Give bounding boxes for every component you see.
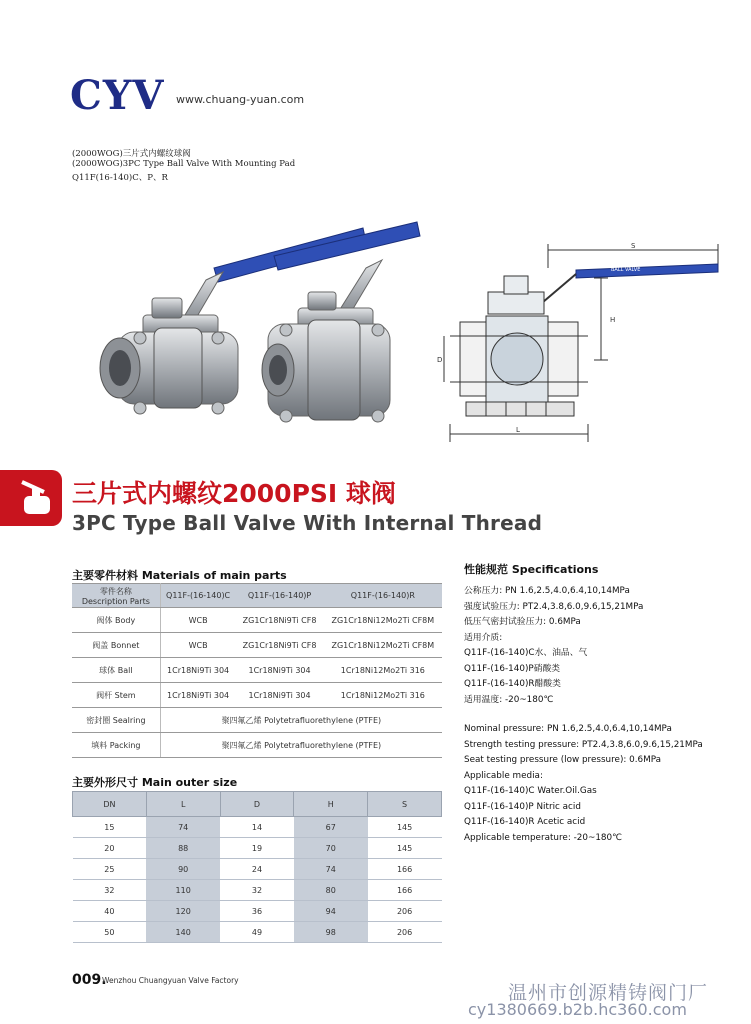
subtitle-line-3: Q11F(16-140)C、P、R — [72, 173, 168, 183]
table-row: 球体 Ball 1Cr18Ni9Ti 304 1Cr18Ni9Ti 304 1Cr18Ni12Mo2Ti 316 — [72, 658, 442, 683]
page-number: 009. — [72, 972, 107, 988]
materials-heading: 主要零件材料 Materials of main parts — [72, 569, 287, 582]
table-header-cell: 零件名称 Description Parts — [72, 584, 160, 608]
table-row: 25 90 24 74 166 — [73, 859, 442, 880]
table-header-row — [72, 584, 442, 608]
page-title-cn: 三片式内螺纹2000PSI 球阀 — [72, 479, 396, 508]
table-row: 阀杆 Stem 1Cr18Ni9Ti 304 1Cr18Ni9Ti 304 1Cr18Ni12Mo2Ti 316 — [72, 683, 442, 708]
company-logo: CYV — [70, 72, 165, 119]
table-row: 密封圈 Sealring 聚四氟乙烯 Polytetrafluorethylene (PTFE) — [72, 708, 442, 733]
table-row: 32 110 32 80 166 — [73, 880, 442, 901]
factory-name: Wenzhou Chuangyuan Valve Factory — [102, 976, 239, 985]
table-header-cell: Q11F-(16-140)P — [235, 584, 323, 608]
materials-table — [72, 583, 442, 758]
specs-heading: 性能规范 Specifications — [464, 563, 599, 576]
website-url[interactable]: www.chuang-yuan.com — [176, 93, 305, 106]
page-title-en: 3PC Type Ball Valve With Internal Thread — [72, 511, 543, 535]
handle-text: BALL VALVE — [611, 267, 641, 273]
dim-label-s: S — [631, 242, 636, 250]
specs-cn: 公称压力: PN 1.6,2.5,4.0,6.4,10,14MPa 强度试验压力: PT2.4,3.8,6.0,9.6,15,21MPa 低压气密封试验压力: 0.6MPa 适用介质: Q11F-(16-140)C水、油品、气 Q11F-(16-140)P硝酸类 Q11F-(16-140)R醋酸类 适用温度: -20~180℃ — [464, 586, 644, 705]
table-row: 40 120 36 94 206 — [73, 901, 442, 922]
table-row: 15 74 14 67 145 — [73, 817, 442, 838]
table-header-row: DN L D H S — [73, 792, 442, 817]
subtitle-line-2: (2000WOG)3PC Type Ball Valve With Mounting Pad — [72, 159, 296, 169]
table-header-cell: Q11F-(16-140)C — [160, 584, 235, 608]
dim-label-l: L — [516, 426, 520, 434]
specs-en: Nominal pressure: PN 1.6,2.5,4.0,6.4,10,14MPa Strength testing pressure: PT2.4,3.8,6.0,9.6,15,21MPa Seat testing pressure (low pressure): 0.6MPa Applicable media: Q11F-(16-140)C Water.Oil.Gas Q11F-(16-140)P Nitric acid Q11F-(16-140)R Acetic acid Applicable temperature: -20~180℃ — [464, 724, 703, 843]
table-row: 阀体 Body WCB ZG1Cr18Ni9Ti CF8 ZG1Cr18Ni12Mo2Ti CF8M — [72, 608, 442, 633]
technical-drawing — [436, 238, 741, 443]
dimensions-table — [72, 791, 442, 943]
section-tab — [0, 470, 62, 526]
subtitle-line-1: (2000WOG)三片式内螺纹球阀 — [72, 149, 191, 159]
table-header-cell: Q11F-(16-140)R — [324, 584, 442, 608]
watermark-cn: 温州市创源精铸阀门厂 — [508, 982, 709, 1004]
table-row: 20 88 19 70 145 — [73, 838, 442, 859]
ball-valve-photo — [88, 220, 428, 440]
table-row: 阀盖 Bonnet WCB ZG1Cr18Ni9Ti CF8 ZG1Cr18Ni12Mo2Ti CF8M — [72, 633, 442, 658]
dim-label-h: H — [610, 316, 616, 324]
dim-label-d: D — [437, 356, 443, 364]
watermark-url: cy1380669.b2b.hc360.com — [468, 1000, 687, 1019]
table-row: 50 140 49 98 206 — [73, 922, 442, 943]
table-row: 填料 Packing 聚四氟乙烯 Polytetrafluorethylene (PTFE) — [72, 733, 442, 758]
dimensions-heading: 主要外形尺寸 Main outer size — [72, 776, 238, 789]
ball-valve-icon — [0, 470, 62, 526]
